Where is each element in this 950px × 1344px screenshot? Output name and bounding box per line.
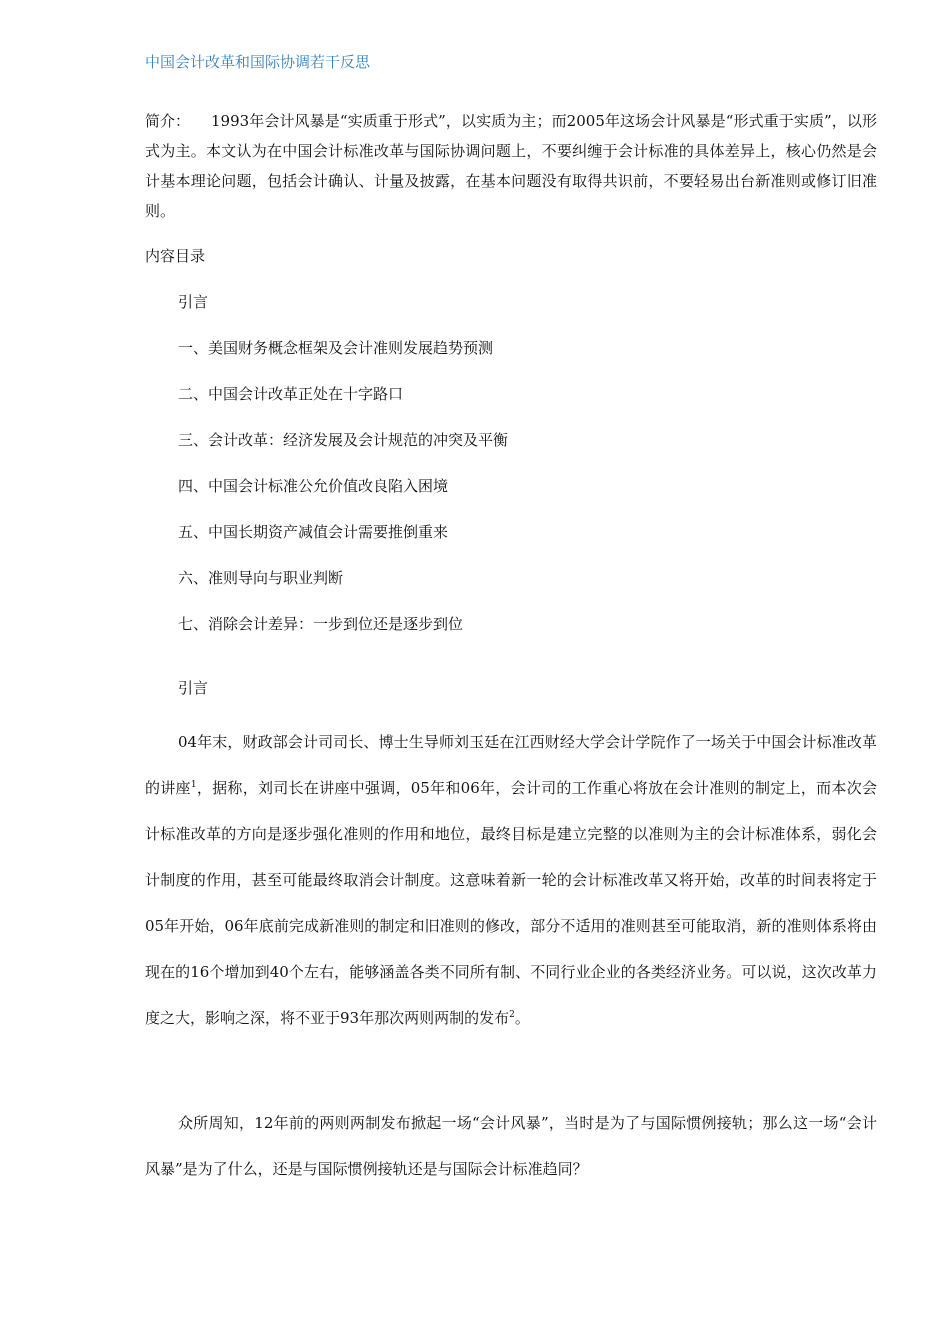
intro-paragraph-2: 众所周知，12年前的两则两制发布掀起一场“会计风暴”，当时是为了与国际惯例接轨；那么这一场“会计风暴”是为了什么，还是与国际惯例接轨还是与国际会计标准趋同？ [145,1114,877,1178]
table-of-contents [178,290,508,658]
toc-item-7: 七、消除会计差异：一步到位还是逐步到位 [178,615,464,633]
summary-paragraph [145,106,877,226]
toc-item-1: 一、美国财务概念框架及会计准则发展趋势预测 [178,339,494,357]
footnote-ref-2: 2 [509,1010,515,1020]
toc-heading: 内容目录 [145,247,206,265]
para1-part-b: ，据称，刘司长在讲座中强调，05年和06年，会计司的工作重心将放在会计准则的制定上，而本次会计标准改革的方向是逐步强化准则的作用和地位，最终目标是建立完整的以准则为主的会计标准体系，弱化会计制度的作用，甚至可能最终取消会计制度。这意味着新一轮的会计标准改革又将开始，改革的时间表将定于05年开始，06年底前完成新准则的制定和旧准则的修改，部分不适用的准则甚至可能取消，新的准则体系将由现在的16个增加到40个左右，能够涵盖各类不同所有制、不同行业企业的各类经济业务。可以说，这次改革力度之大，影响之深，将不亚于93年那次两则两制的发布 [145,779,877,1027]
footnote-ref-1: 1 [190,780,197,790]
summary-text: 1993年会计风暴是“实质重于形式”，以实质为主；而2005年这场会计风暴是“形式重于实质”，以形式为主。本文认为在中国会计标准改革与国际协调问题上，不要纠缠于会计标准的具体差异上，核心仍然是会计基本理论问题，包括会计确认、计量及披露，在基本问题没有取得共识前，不要轻易出台新准则或修订旧准则。 [145,112,877,220]
intro-paragraph-1 [145,719,877,1041]
document-title: 中国会计改革和国际协调若干反思 [145,53,371,71]
toc-item-2: 二、中国会计改革正处在十字路口 [178,385,404,403]
toc-item-intro: 引言 [178,293,209,311]
toc-item-3: 三、会计改革：经济发展及会计规范的冲突及平衡 [178,431,509,449]
para1-part-c: 。 [514,1009,530,1027]
toc-item-5: 五、中国长期资产减值会计需要推倒重来 [178,523,449,541]
section-heading-intro: 引言 [178,679,209,697]
toc-item-4: 四、中国会计标准公允价值改良陷入困境 [178,477,449,495]
summary-label: 简介： [145,112,191,130]
para1-part-a: 04年末，财政部会计司司长、博士生导师刘玉廷在江西财经大学会计学院作了一场关于中国会计标准改革的讲座 [145,733,877,797]
toc-item-6: 六、准则导向与职业判断 [178,569,344,587]
